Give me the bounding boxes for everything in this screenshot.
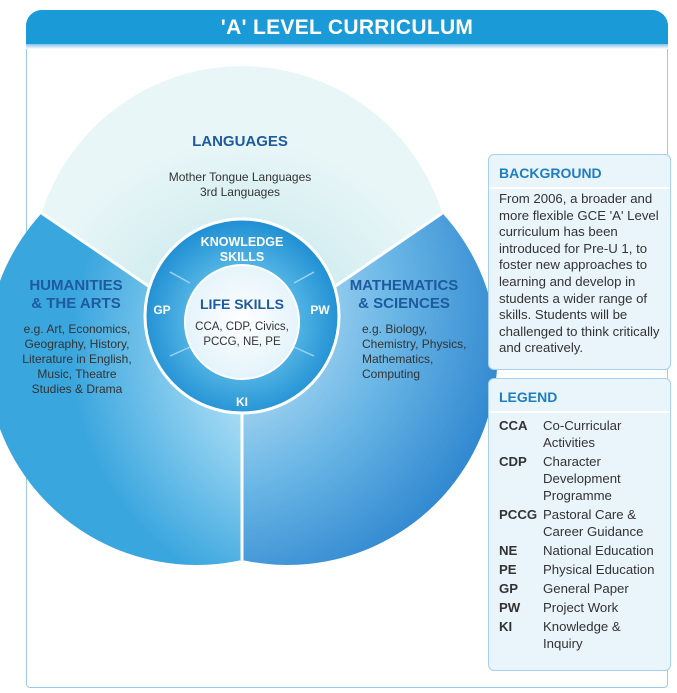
legend-abbr: PE — [499, 562, 517, 577]
ring-label-skills: SKILLS — [219, 250, 265, 264]
background-line: skills. Students will be — [499, 307, 628, 323]
background-title: BACKGROUND — [499, 165, 602, 181]
legend-row — [499, 578, 654, 597]
background-line: and creatively. — [499, 340, 584, 356]
panel-divider — [489, 411, 670, 413]
humanities-line: e.g. Art, Economics, — [23, 322, 131, 336]
legend-abbr: KI — [499, 619, 513, 634]
background-panel — [488, 154, 671, 370]
humanities-heading: HUMANITIES — [29, 277, 123, 294]
panel-divider — [489, 187, 670, 189]
legend-desc: Pastoral Care & Career Guidance — [543, 507, 644, 539]
mathematics-heading: MATHEMATICS — [349, 277, 459, 294]
legend-desc: National Education — [543, 543, 654, 558]
humanities-heading: & THE ARTS — [31, 295, 121, 312]
life-skills-heading: LIFE SKILLS — [200, 296, 284, 312]
legend-desc: Project Work — [543, 600, 619, 615]
mathematics-line: Computing — [362, 367, 421, 381]
languages-line: Mother Tongue Languages — [168, 170, 312, 184]
legend-desc: Knowledge & Inquiry — [543, 619, 621, 651]
mathematics-line: Mathematics, — [362, 352, 434, 366]
legend-row — [499, 540, 654, 559]
legend-row — [499, 559, 654, 578]
background-line: curriculum has been — [499, 224, 618, 240]
ring-label-knowledge: KNOWLEDGE — [200, 235, 284, 249]
languages-heading: LANGUAGES — [192, 133, 288, 150]
humanities-line: Geography, History, — [24, 337, 130, 351]
legend-abbr: CDP — [499, 454, 527, 469]
legend-row — [499, 417, 654, 451]
legend-abbr: PCCG — [499, 507, 538, 522]
legend-desc: Co-Curricular Activities — [543, 418, 622, 450]
legend-row — [499, 597, 654, 616]
humanities-line: Studies & Drama — [31, 382, 123, 396]
humanities-line: Music, Theatre — [37, 367, 117, 381]
legend-desc: Physical Education — [543, 562, 655, 577]
mathematics-line: e.g. Biology, — [362, 322, 428, 336]
ring-label-pw: PW — [310, 303, 330, 317]
legend-row — [499, 451, 654, 504]
legend-abbr: GP — [499, 581, 519, 596]
legend-desc: Character Development Programme — [543, 454, 621, 503]
background-line: students a wider range of — [499, 290, 648, 306]
background-line: foster new approaches to — [499, 257, 648, 273]
legend-panel — [488, 378, 671, 671]
legend-abbr: CCA — [499, 418, 528, 433]
mathematics-heading: & SCIENCES — [358, 295, 450, 312]
background-line: learning and develop in — [499, 273, 636, 289]
humanities-line: Literature in English, — [22, 352, 132, 366]
legend-abbr: NE — [499, 543, 518, 558]
ring-label-ki: KI — [236, 395, 248, 409]
mathematics-line: Chemistry, Physics, — [362, 337, 467, 351]
page-title: 'A' LEVEL CURRICULUM — [26, 10, 668, 44]
legend-abbr: PW — [499, 600, 521, 615]
legend-title: LEGEND — [499, 389, 558, 405]
languages-line: 3rd Languages — [199, 185, 281, 199]
legend-desc: General Paper — [543, 581, 629, 596]
background-line: introduced for Pre-U 1, to — [499, 240, 648, 256]
ring-label-gp: GP — [153, 303, 171, 317]
background-text — [499, 191, 662, 357]
background-line: From 2006, a broader and — [499, 191, 653, 206]
background-line: more flexible GCE 'A' Level — [499, 207, 659, 223]
legend-table — [499, 417, 654, 652]
legend-row — [499, 616, 654, 652]
legend-row — [499, 504, 654, 540]
life-skills-line: CCA, CDP, Civics, — [195, 321, 289, 333]
life-skills-line: PCCG, NE, PE — [203, 336, 281, 348]
background-line: challenged to think critically — [499, 323, 660, 339]
